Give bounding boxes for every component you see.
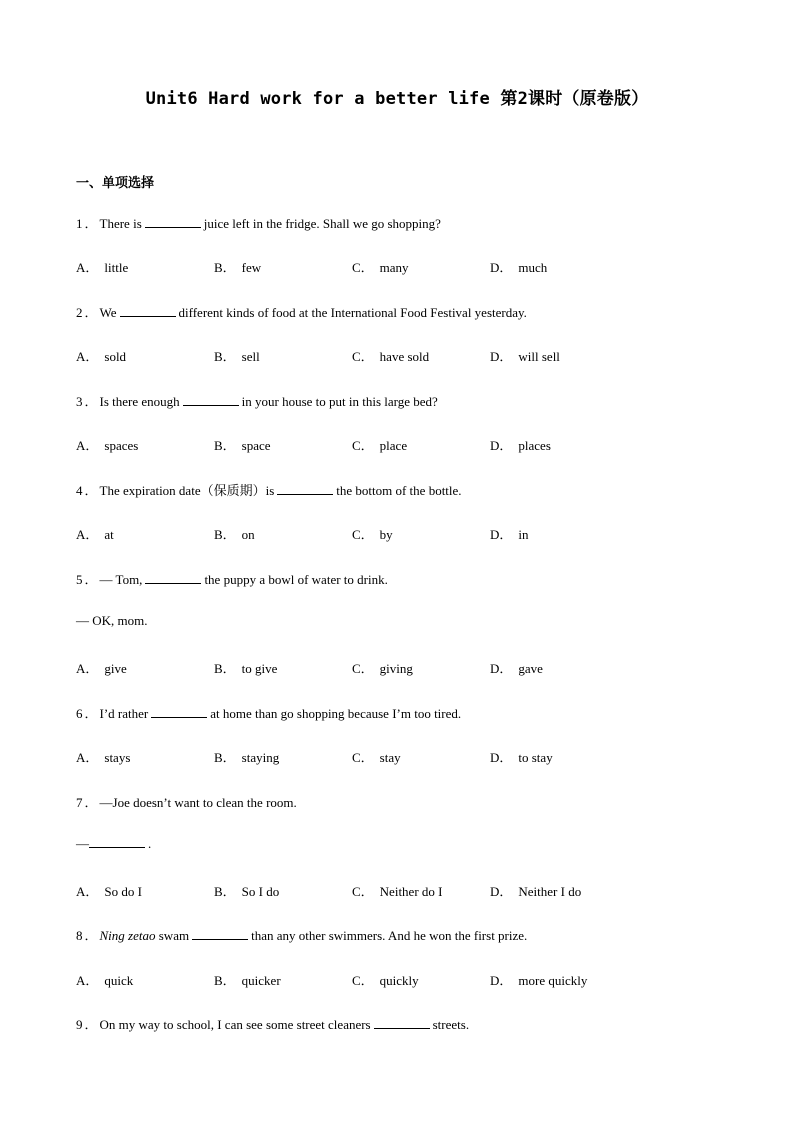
option-a: A． quick [76,973,134,988]
option-c: C． many [352,260,409,275]
option-a: A． So do I [76,884,142,899]
option-a: A． at [76,527,114,542]
question-text: streets. [432,1017,470,1032]
answer-blank [277,483,333,495]
question-9 [76,1014,469,1033]
question-text: in your house to put in this large bed? [241,394,438,409]
page-title: Unit6 Hard work for a better life 第2课时（原卷版） [145,89,649,109]
option-c: C． quickly [352,973,419,988]
question-text: On my way to school, I can see some street cleaners [99,1017,371,1032]
option-c: C． place [352,438,408,453]
question-number: 7． [76,795,100,810]
question-3 [76,391,438,410]
question-7 [76,792,297,811]
answer-blank [145,572,201,584]
question-6 [76,703,461,722]
option-d: D． more quickly [490,973,588,988]
answer-blank [145,216,201,228]
option-c: C． stay [352,750,401,765]
option-b: B． few [214,260,262,275]
question-text: —Joe doesn’t want to clean the room. [99,795,297,810]
option-c: C． Neither do I [352,884,443,899]
answer-blank [151,706,207,718]
option-b: B． staying [214,750,280,765]
option-b: B． to give [214,661,278,676]
dialogue-reply: — OK, mom. [76,613,148,628]
question-5 [76,569,388,588]
question-text: at home than go shopping because I’m too tired. [210,706,462,721]
options-row-7 [76,881,696,899]
answer-blank [120,305,176,317]
question-4 [76,480,462,499]
options-row-5 [76,658,696,676]
option-c: C． by [352,527,393,542]
question-text: swam [158,928,190,943]
question-number: 2． [76,305,100,320]
question-number: 9． [76,1017,100,1032]
option-d: D． places [490,438,551,453]
option-a: A． give [76,661,127,676]
question-text: I’d rather [99,706,149,721]
option-a: A． stays [76,750,131,765]
question-text: — Tom, [99,572,143,587]
options-row-3 [76,435,696,453]
question-text: the bottom of the bottle. [336,483,462,498]
option-d: D． gave [490,661,543,676]
option-b: B． on [214,527,255,542]
question-1 [76,213,441,232]
question-text: Is there enough [99,394,180,409]
question-text: There is [99,216,142,231]
options-row-4 [76,524,696,542]
answer-blank [192,928,248,940]
answer-blank [183,394,239,406]
option-b: B． So I do [214,884,280,899]
option-b: B． quicker [214,973,281,988]
question-text: The expiration date（保质期）is [99,483,275,498]
option-a: A． little [76,260,129,275]
question-2 [76,302,527,321]
option-d: D． in [490,527,529,542]
question-number: 3． [76,394,100,409]
option-c: C． giving [352,661,413,676]
person-name: Ning zetao [99,928,156,943]
question-number: 4． [76,483,100,498]
option-d: D． will sell [490,349,560,364]
option-b: B． space [214,438,271,453]
question-text: We [99,305,117,320]
answer-blank [89,836,145,848]
option-d: D． to stay [490,750,553,765]
question-number: 6． [76,706,100,721]
question-text: the puppy a bowl of water to drink. [204,572,388,587]
option-c: C． have sold [352,349,430,364]
options-row-6 [76,747,696,765]
question-text: different kinds of food at the International Food Festival yesterday. [178,305,527,320]
options-row-8 [76,970,696,988]
section-heading: 一、单项选择 [76,176,155,191]
option-b: B． sell [214,349,260,364]
options-row-2 [76,346,696,364]
option-d: D． Neither I do [490,884,582,899]
answer-blank [374,1017,430,1029]
options-row-1 [76,257,696,275]
question-number: 1． [76,216,100,231]
question-text: than any other swimmers. And he won the first prize. [251,928,528,943]
question-number: 8． [76,928,100,943]
dialogue-reply: — . [76,836,152,851]
option-a: A． spaces [76,438,139,453]
option-d: D． much [490,260,548,275]
option-a: A． sold [76,349,127,364]
question-8 [76,925,527,944]
question-number: 5． [76,572,100,587]
question-text: juice left in the fridge. Shall we go shopping? [203,216,441,231]
